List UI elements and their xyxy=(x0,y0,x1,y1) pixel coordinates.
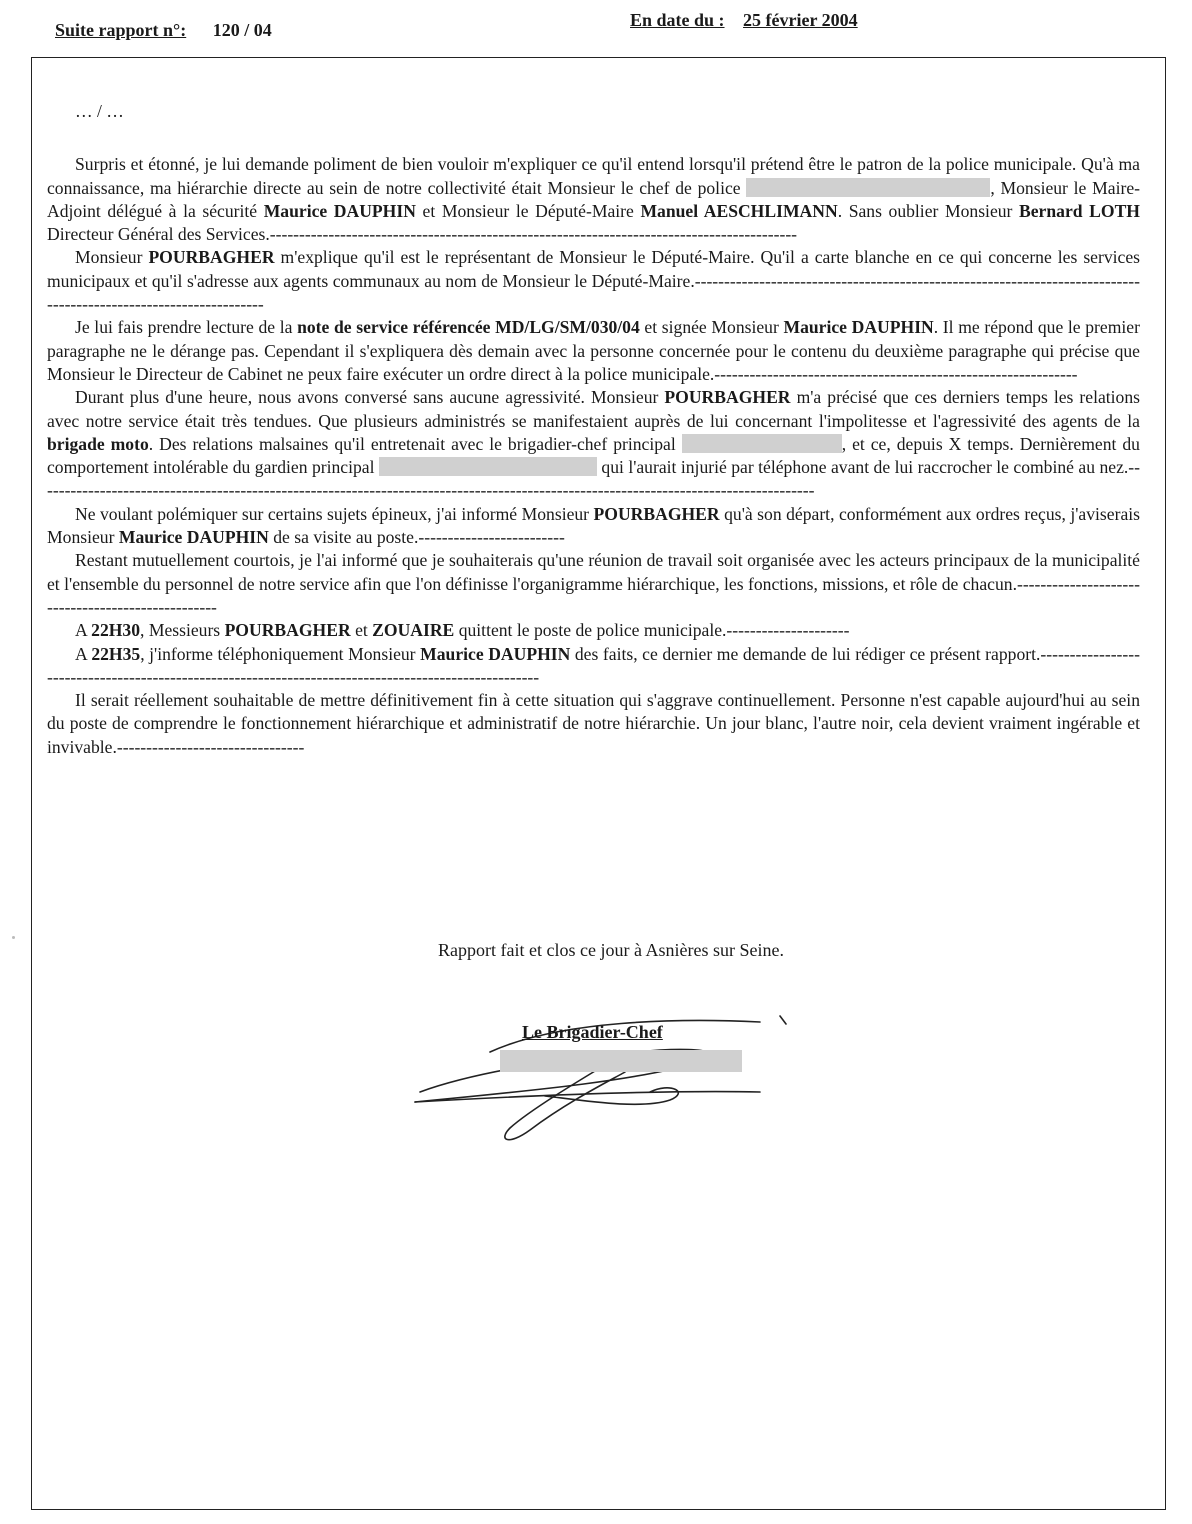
report-date-label: En date du : xyxy=(630,10,725,30)
text-run: des faits, ce dernier me demande de lui rédiger ce présent rapport.----------------------------------------------------------------------------------------------------- xyxy=(47,643,1140,687)
bold-text: Manuel AESCHLIMANN xyxy=(640,200,838,221)
text-run: qu'à son départ, conformément aux ordres reçus, j'aviserais Monsieur xyxy=(47,503,1140,548)
bold-text: 22H30 xyxy=(91,620,141,641)
redacted-signatory-name xyxy=(500,1050,742,1072)
text-run: et xyxy=(350,620,373,641)
signatory-title: Le Brigadier-Chef xyxy=(522,1022,663,1042)
redacted-name xyxy=(682,434,842,453)
text-run: Ne voulant polémiquer sur certains sujets épineux, j'ai informé Monsieur xyxy=(75,503,594,524)
text-run: , j'informe téléphoniquement Monsieur xyxy=(140,643,421,664)
text-run: m'explique qu'il est le représentant de Monsieur le Député-Maire. Qu'il a carte blanche en ce qui concerne les services municipaux et qu'il s'adresse aux agents communaux au nom de Monsieur le Député-Maire.----------------------------------------------------------------------------------------------------------------- xyxy=(47,247,1140,315)
report-date-block xyxy=(630,10,858,31)
text-run: et signée Monsieur xyxy=(639,317,784,338)
report-number: 120 / 04 xyxy=(212,20,272,40)
text-run: de sa visite au poste.------------------------- xyxy=(268,527,565,548)
bold-text: 22H35 xyxy=(91,643,141,664)
text-run: . Des relations malsaines qu'il entretenait avec le brigadier-chef principal xyxy=(148,433,682,454)
closing-statement: Rapport fait et clos ce jour à Asnières sur Seine. xyxy=(438,940,784,960)
redacted-name xyxy=(746,178,990,197)
paragraph xyxy=(47,549,1140,619)
paragraph xyxy=(47,689,1140,759)
text-run: A xyxy=(75,643,92,664)
paragraph xyxy=(47,619,1140,642)
bold-text: POURBAGHER xyxy=(148,247,275,268)
bold-text: POURBAGHER xyxy=(593,503,720,524)
report-number-label: Suite rapport n°: xyxy=(55,20,187,40)
text-run: A xyxy=(75,620,92,641)
text-run: Je lui fais prendre lecture de la xyxy=(75,317,298,338)
bold-text: Maurice DAUPHIN xyxy=(783,317,934,338)
bold-text: brigade moto xyxy=(47,433,149,454)
text-run: quittent le poste de police municipale.--------------------- xyxy=(454,620,850,641)
paragraph xyxy=(47,316,1140,386)
text-run: Il serait réellement souhaitable de mettre définitivement fin à cette situation qui s'aggrave continuellement. Personne n'est capable aujourd'hui au sein du poste de comprendre le fonctionnement hiérarchique et administratif de notre hiérarchie. Un jour blanc, l'autre noir, cela devient vraiment ingérable et invivable.-------------------------------- xyxy=(47,690,1140,757)
text-run: , Monsieur le Maire-Adjoint délégué à la sécurité xyxy=(47,177,1140,221)
paragraph xyxy=(47,246,1140,316)
bold-text: POURBAGHER xyxy=(224,620,351,641)
text-run: Monsieur xyxy=(75,247,149,268)
text-run: Durant plus d'une heure, nous avons conversé sans aucune agressivité. Monsieur xyxy=(75,387,665,408)
bold-text: Maurice DAUPHIN xyxy=(420,643,571,664)
bold-text: ZOUAIRE xyxy=(372,620,455,641)
text-run: Restant mutuellement courtois, je l'ai informé que je souhaiterais qu'une réunion de travail soit organisée avec les acteurs principaux de la municipalité et l'ensemble du personnel de notre service afin que l'on définisse l'organigramme hiérarchique, les fonctions, missions, et rôle de chacun.-------------------------------------------------- xyxy=(47,550,1140,617)
scan-speck xyxy=(12,936,15,939)
report-number-block xyxy=(55,20,272,41)
report-header xyxy=(0,10,1192,50)
bold-text: Maurice DAUPHIN xyxy=(263,200,416,221)
text-run: . Il me répond que le premier paragraphe ne le dérange pas. Cependant il s'expliquera dès demain avec la personne concernée pour le contenu du deuxième paragraphe qui précise que Monsieur le Directeur de Cabinet ne peux faire exécuter un ordre direct à la police municipale.-------------------------------------------------------------- xyxy=(47,317,1140,384)
text-run: . Sans oublier Monsieur xyxy=(837,200,1020,221)
text-run: qui l'aurait injurié par téléphone avant de lui raccrocher le combiné au nez.------------------------------------------------------------------------------------------------------------------------------------- xyxy=(47,457,1140,501)
text-run: , Messieurs xyxy=(140,620,225,641)
text-run: Directeur Général des Services.------------------------------------------------------------------------------------------ xyxy=(47,224,798,245)
paragraph xyxy=(47,643,1140,690)
bold-text: note de service référencée MD/LG/SM/030/04 xyxy=(297,317,640,338)
bold-text: Bernard LOTH xyxy=(1019,200,1140,221)
paragraph xyxy=(47,503,1140,550)
paragraph xyxy=(47,386,1140,502)
paragraph xyxy=(47,153,1140,246)
text-run: m'a précisé que ces derniers temps les relations avec notre service était très tendues. Que plusieurs administrés se manifestaient auprès de lui concernant l'impolitesse et l'agressivité des agents de la xyxy=(47,387,1140,431)
bold-text: POURBAGHER xyxy=(664,387,791,408)
redacted-name xyxy=(379,457,597,476)
bold-text: Maurice DAUPHIN xyxy=(118,527,269,548)
text-run: et Monsieur le Député-Maire xyxy=(415,200,641,221)
continuation-mark: … / … xyxy=(75,101,124,121)
text-run: , et ce, depuis X temps. Dernièrement du comportement intolérable du gardien principal xyxy=(47,433,1140,478)
text-run: Surpris et étonné, je lui demande poliment de bien vouloir m'expliquer ce qu'il entend lorsqu'il prétend être le patron de la police municipale. Qu'à ma connaissance, ma hiérarchie directe au sein de notre collectivité était Monsieur le chef de police xyxy=(47,154,1140,198)
report-body xyxy=(47,100,1140,759)
report-date: 25 février 2004 xyxy=(743,10,858,30)
